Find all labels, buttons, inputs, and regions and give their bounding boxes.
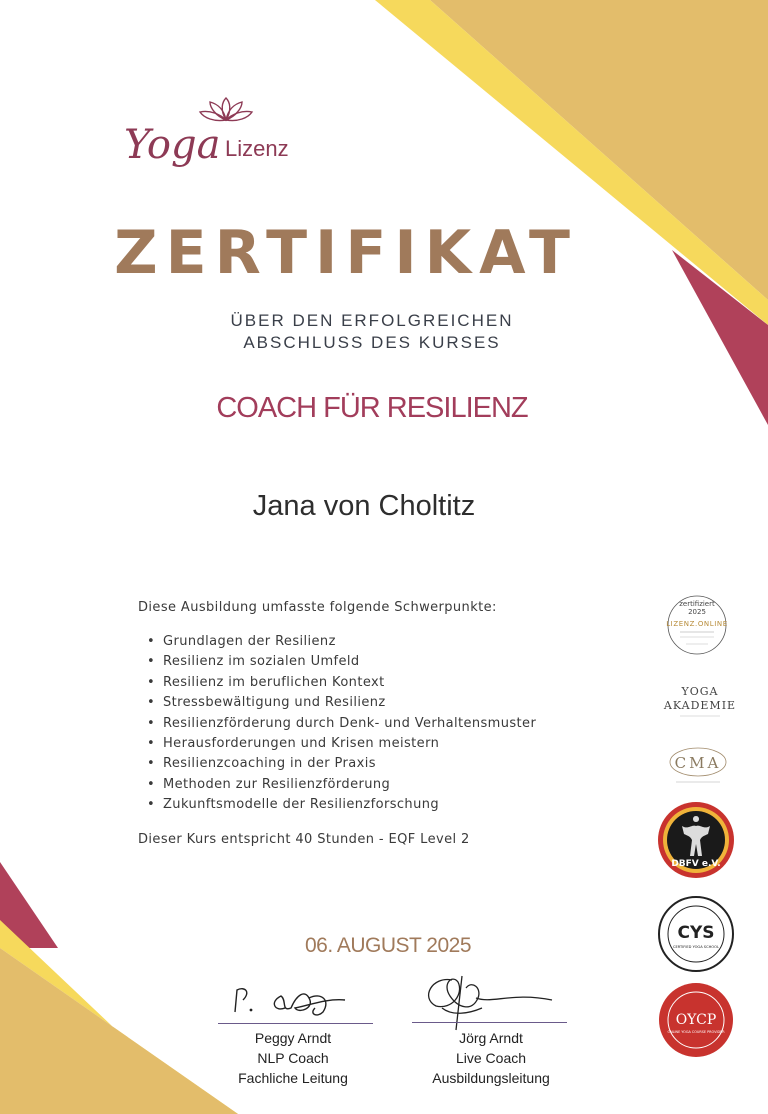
signer-position: Ausbildungsleitung — [432, 1070, 550, 1086]
list-item: • Herausforderungen und Krisen meistern — [147, 734, 536, 754]
signature-block-2 — [391, 1028, 591, 1088]
subtitle-line-1: ÜBER DEN ERFOLGREICHEN — [230, 311, 514, 330]
cys-sub: CERTIFIED YOGA SCHOOL — [673, 945, 719, 949]
signer-role: NLP Coach — [257, 1050, 329, 1066]
signature-line-2 — [412, 1022, 567, 1023]
oycp-label: OYCP — [675, 1012, 717, 1028]
cys-label: CYS — [677, 923, 715, 943]
list-item: • Resilienz im beruflichen Kontext — [147, 673, 536, 693]
akademie-line2: AKADEMIE — [663, 699, 737, 712]
recipient-name: Jana von Choltitz — [252, 490, 476, 522]
logo-yoga-text: Yoga — [124, 122, 221, 168]
course-hours: Dieser Kurs entspricht 40 Stunden - EQF Level 2 — [138, 832, 470, 847]
list-item: • Resilienzcoaching in der Praxis — [147, 754, 536, 774]
topics-list — [147, 632, 536, 816]
logo-lizenz-text: Lizenz — [225, 136, 289, 161]
lotus-icon — [200, 98, 252, 121]
signer-name: Peggy Arndt — [254, 1030, 332, 1046]
list-item: • Zukunftsmodelle der Resilienzforschung — [147, 795, 536, 815]
certificate-title: ZERTIFIKAT — [114, 218, 578, 288]
subtitle-line-2: ABSCHLUSS DES KURSES — [243, 333, 501, 352]
lizenz-online-badge — [660, 592, 734, 658]
oycp-badge — [656, 980, 736, 1060]
dbfv-label: DBFV e.V. — [671, 859, 721, 869]
lizenz-badge-year: 2025 — [688, 608, 706, 616]
lizenz-badge-top: zertifiziert — [679, 600, 715, 608]
lizenz-badge-ring: LIZENZ.ONLINE — [666, 620, 728, 628]
topics-intro: Diese Ausbildung umfasste folgende Schwerpunkte: — [138, 600, 497, 615]
list-item: • Grundlagen der Resilienz — [147, 632, 536, 652]
yoga-akademie-badge — [660, 682, 740, 724]
course-title: COACH FÜR RESILIENZ — [216, 392, 528, 424]
cma-label: CMA — [674, 754, 722, 772]
yoga-lizenz-logo — [120, 96, 310, 186]
dbfv-badge — [656, 800, 736, 880]
signer-name: Jörg Arndt — [459, 1030, 523, 1046]
akademie-line1: YOGA — [681, 685, 719, 698]
peggy-arndt-signature — [225, 978, 375, 1026]
cma-badge — [664, 742, 732, 786]
signer-position: Fachliche Leitung — [238, 1070, 348, 1086]
list-item: • Resilienzförderung durch Denk- und Verhaltensmuster — [147, 714, 536, 734]
signer-role: Live Coach — [455, 1050, 527, 1066]
cys-badge — [656, 894, 736, 974]
signature-block-1 — [193, 1028, 393, 1088]
signature-line-1 — [218, 1023, 373, 1024]
oycp-sub: ONLINE YOGA COURSE PROVIDER — [667, 1030, 725, 1034]
list-item: • Stressbewältigung und Resilienz — [147, 693, 536, 713]
list-item: • Methoden zur Resilienzförderung — [147, 775, 536, 795]
list-item: • Resilienz im sozialen Umfeld — [147, 652, 536, 672]
certificate-date: 06. AUGUST 2025 — [304, 934, 472, 957]
